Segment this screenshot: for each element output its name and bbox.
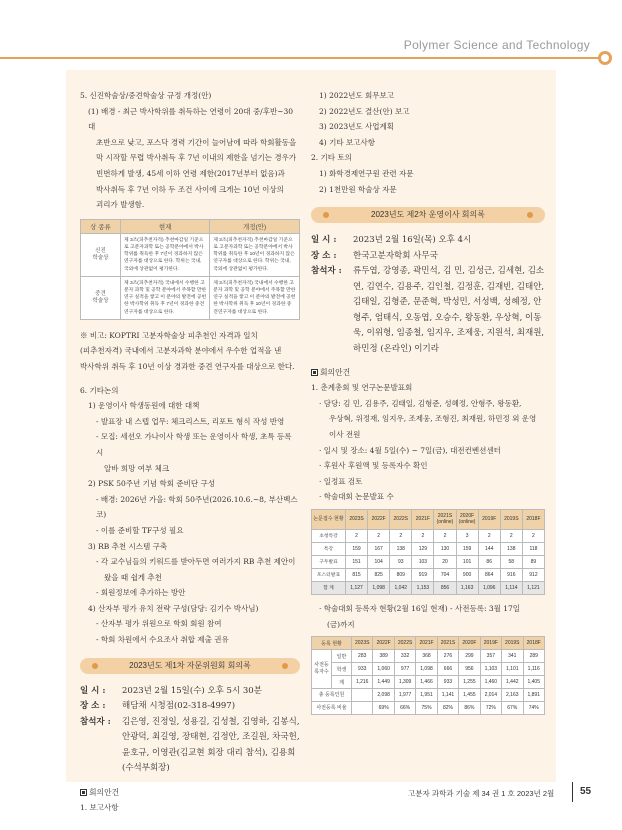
table-cell: 977 [394,663,415,676]
table-header: 2020F (online) [456,509,478,529]
journal-title: Polymer Science and Technology [403,38,590,52]
info-label: 참석자 : [80,716,111,727]
table-cell: 666 [437,663,458,676]
info-value: 한국고분자학회 사무국 [353,250,438,261]
list-item: - 배경: 2026년 가을: 학회 50주년(2026.10.6.~8, 부산벡스코) [96,494,298,520]
table-cell: 332 [394,650,415,663]
table-cell: 809 [390,568,412,581]
table-cell: 74% [523,702,545,715]
table-cell: 167 [368,542,390,555]
table-cell: 2,163 [502,689,523,702]
table-cell: 138 [390,542,412,555]
table-cell: 144 [478,542,500,555]
info-label: 일 시 : [311,235,337,246]
info-row [311,249,545,265]
table-header: 2019S [502,637,523,650]
table-cell: 2 [412,529,434,542]
list-item: - 학회 차원에서 수요조사 취합 제출 권유 [96,635,229,645]
table-header: 2021F [416,637,437,650]
table-row [312,650,545,663]
body-line: 괴리가 발생함. [96,200,145,210]
row-label: 합 계 [312,581,346,594]
table-cell: 864 [478,568,500,581]
table-row [81,233,300,276]
table-cell: 75% [416,702,437,715]
list-item: 3) RB 추천 시스템 구축 [88,541,168,551]
list-item: 2. 기타 토의 [311,153,352,163]
info-value: 2023년 2월 16일(목) 오후 4시 [353,235,472,246]
agenda-heading [311,365,545,380]
info-row [80,699,300,715]
list-item: - 각 교수님들의 키워드를 받아두면 여러가지 RB 추천 제안이 [96,557,296,567]
table-header: 2022F [368,509,390,529]
registration-table [311,636,545,715]
table-cell: 138 [500,542,522,555]
body-line: (1) 배경 - 최근 박사학위를 취득하는 연령이 20대 중/후반~30대 [88,106,294,132]
list-item: · 담당: 김 민, 김용주, 김태일, 김형준, 성혜정, 안형주, 왕동환, [319,398,522,408]
list-item: 2) 2022년도 결산(안) 보고 [319,106,410,116]
left-column [80,88,300,815]
table-cell: 933 [352,663,373,676]
table-header: 2018F [522,509,544,529]
row-label: 총 등록인원 [312,689,352,702]
table-cell: 919 [412,568,434,581]
table-cell: 299 [459,650,480,663]
row-label: 특강 [312,542,346,555]
info-label: 일 시 : [80,685,106,696]
section-6-title: 6. 기타논의 [80,385,119,395]
table-row [312,689,545,702]
info-value: 2023년 2월 15일(수) 오후 5시 30분 [122,685,262,696]
header-ring-ornament [598,51,612,65]
meeting-info [80,684,300,777]
table-cell: 20 [434,555,456,568]
table-cell: 129 [412,542,434,555]
table-cell: 2 [434,529,456,542]
list-item: - 이를 준비할 TF구성 필요 [96,525,184,535]
table-row [312,529,545,542]
list-item: 우상혁, 위정재, 임지우, 조제웅, 조형진, 최재원, 하민정 외 운영 [329,414,537,424]
proposed-rule: 제 3조(피추천자격) 국내에서 수행한 고분자 과학 및 공학 분야에서 주목할 만한 연구 실적을 쌓고 이 분야의 발전에 공헌한 박사학위 취득 후 10년이 경과한 중견연구자를 대상으로 한다. [210,276,300,319]
row-label: 구두발표 [312,555,346,568]
table-cell: 66% [394,702,415,715]
meeting-title-bar [311,207,545,223]
table-cell: 1,977 [394,689,415,702]
table-row [312,702,545,715]
table-cell: 103 [412,555,434,568]
registration-note [311,601,545,632]
table-cell: 283 [352,650,373,663]
info-row [80,684,300,700]
list-item: 2) PSK 50주년 기념 학회 준비단 구성 [88,479,216,489]
table-cell: 815 [346,568,368,581]
footer-issue: 고분자 과학과 기술 제 34 권 1 호 2023년 2월 [408,789,555,798]
list-item: - 발표장 내 스텝 업무: 체크리스트, 리포트 형식 작성 반영 [96,416,285,426]
info-label: 장 소 : [311,250,337,261]
table-header: 2023S [346,509,368,529]
table-header: 2020F [459,637,480,650]
award-type: 신진 학술상 [81,233,121,276]
table-row [312,555,545,568]
list-item: 1. 춘계총회 및 연구논문발표회 [311,383,413,393]
section-5-title: 5. 신진학술상/중견학술상 규정 개정(안) [80,91,212,100]
table-cell: 86 [478,555,500,568]
table-row [312,663,545,676]
list-item: 4) 기타 보고사항 [319,137,375,147]
table-header: 2019F [478,509,500,529]
table-cell: 856 [434,581,456,594]
award-rule-table [80,219,300,320]
table-cell: 1,255 [459,676,480,689]
table-cell: 2 [478,529,500,542]
table-cell: 82% [437,702,458,715]
row-label: 사전등록 비율 [312,702,352,715]
table-cell: 1,891 [523,689,545,702]
table-corner: 등록 현황 [312,637,352,650]
list-item: 2) 1천만원 학술상 자문 [319,184,397,194]
table-cell: 1,127 [346,581,368,594]
table-cell: 1,141 [437,689,458,702]
table-header: 2023S [352,637,373,650]
table-cell: 916 [500,568,522,581]
table-cell: 1,103 [480,663,501,676]
list-item: · 학술대회 논문발표 수 [319,492,394,502]
list-item: · 후원사 후원액 및 등록자수 확인 [319,461,428,471]
list-item: - 모집: 세션오 가나이사 학생 또는 운영이사 학생, 초특 등록 시 [96,432,292,457]
header-rule [0,57,612,59]
table-cell: 58 [500,555,522,568]
table-header: 2019S [500,509,522,529]
table-row [81,276,300,319]
agenda-first-item: 1. 보고사항 [80,802,119,812]
note-line: 박사학위 취득 후 10년 이상 경과한 중견 연구자를 대상으로 한다. [80,361,295,371]
section-6-body [80,398,300,648]
note-line: (금)까지 [327,619,355,629]
bar-dot-right [527,212,533,218]
info-label: 참석자 : [311,266,342,277]
table-cell: 89 [522,555,544,568]
table-cell: 86% [459,702,480,715]
table-cell: 1,309 [394,676,415,689]
paper-submission-table [311,509,545,595]
note-line: (피추천자격) 국내에서 고분자과학 분야에서 우수한 업적을 낸 [80,346,282,356]
table-header: 2021S (online) [434,509,456,529]
table-cell: 276 [437,650,458,663]
table-cell: 368 [416,650,437,663]
table-header: 개정(안) [210,219,300,233]
table-cell: 2 [346,529,368,542]
table-cell: 67% [502,702,523,715]
list-item: · 일정표 검토 [319,476,363,486]
table-header: 상 종류 [81,219,121,233]
group-label: 사전등록자수 [312,650,332,689]
table-header: 2022S [394,637,415,650]
row-label: 포스터발표 [312,568,346,581]
table-row [312,568,545,581]
meeting-title-bar [80,658,300,674]
table-cell: 2 [390,529,412,542]
table-cell: 2 [522,529,544,542]
table-cell: 2,014 [480,689,501,702]
table-cell: 1,216 [352,676,373,689]
table-header: 현재 [121,219,210,233]
table-cell: 1,121 [522,581,544,594]
table-cell: 2 [368,529,390,542]
proposed-rule: 제 3조(피추천자격) 추천마감일 기준으로 고분자과학 또는 공학분야에서 박사학위를 취득한 후 10년이 경과하지 않은 연구자를 대상으로 한다. 학위는 국내, 국외에 상관없이 평가한다. [210,233,300,276]
info-row [311,264,545,357]
table-cell: 1,096 [478,581,500,594]
list-item: 왔을 때 쉽게 추천 [104,572,162,582]
meeting-title: 2023년도 제2차 운영이사 회의록 [371,210,485,220]
table-cell [352,702,373,715]
body-line: 박사취득 후 7년 이하 두 조건 사이에 크게는 10년 이상의 [96,184,284,194]
agenda-list [311,380,545,505]
award-type: 중견 학술상 [81,276,121,319]
page-number: 55 [580,786,592,797]
table-cell: 1,442 [502,676,523,689]
table-row [312,581,545,594]
agenda-title: 회의안건 [320,368,351,378]
info-label: 장 소 : [80,701,106,712]
square-bullet-icon [80,789,87,796]
table-header: 2021S [437,637,458,650]
table-cell: 912 [522,568,544,581]
table-cell: 101 [456,555,478,568]
table-cell: 3 [456,529,478,542]
table-cell: 1,466 [416,676,437,689]
bar-dot-right [282,663,288,669]
info-value: 류두엽, 강영종, 곽민석, 김 민, 김성근, 김세현, 김소연, 김연수, 김용주, 김인철, 김정훈, 김재빈, 김태안, 김태일, 김형준, 문준혁, 박성민, 서성백, 성혜정, 안형주, 엄태식, 오동엽, 오승수, 왕동환, 우상혁, 이동욱, 이위형, 임종철, 임지우, 조제웅, 지원석, 최재원, 하민정 (온라인) 이기라 [353,266,545,354]
list-item: 이사 전원 [329,429,361,439]
table-cell: 1,060 [373,663,394,676]
table-header: 2022F [373,637,394,650]
row-label: 초청특강 [312,529,346,542]
table-cell: 72% [480,702,501,715]
list-item: 1) 운영이사 학생동원에 대한 대책 [88,401,200,411]
section-5-body [80,104,300,213]
table-cell: 289 [523,650,545,663]
body-line: 막 시작할 무렵 박사취득 후 7년 이내의 제한을 넘기는 경우가 [96,153,297,163]
agenda-title: 회의안건 [89,787,120,797]
table-cell: 1,405 [523,676,545,689]
note-block [80,328,300,375]
table-cell: 704 [434,568,456,581]
table-cell: 93 [390,555,412,568]
bar-dot-left [92,663,98,669]
table-cell: 1,449 [373,676,394,689]
current-rule: 제 3조(피추천자격) 추천마감일 기준으로 고분자과학 또는 공학분야에서 박사학위를 취득한 후 7년이 경과하지 않은 연구자를 대상으로 한다. 학위는 국내, 국외에 상관없이 평가한다. [121,233,210,276]
row-label: 계 [332,676,352,689]
report-list [311,88,545,197]
body-line: 빈번하게 발생, 45세 이하 연령 제한(2017년부터 없음)과 [96,168,285,178]
table-header: 2021F [412,509,434,529]
table-cell: 341 [502,650,523,663]
table-cell: 1,101 [502,663,523,676]
table-cell: 1,455 [459,689,480,702]
table-row [312,542,545,555]
list-item: 알바 희망 여부 체크 [104,463,170,473]
table-cell: 104 [368,555,390,568]
row-label: 일반 [332,650,352,663]
table-cell: 357 [480,650,501,663]
table-cell: 1,098 [416,663,437,676]
info-value: 해담채 시청점(02-318-4997) [122,701,236,712]
list-item: - 산자부 평가 위원으로 학회 회원 참여 [96,619,222,629]
list-item: 1) 화학경제연구원 관련 자문 [319,168,414,178]
meeting-info [311,233,545,357]
table-cell: 1,116 [523,663,545,676]
square-bullet-icon [311,369,318,376]
table-cell: 2 [500,529,522,542]
table-corner: 논문접수 현황 [312,509,346,529]
list-item: · 일시 및 장소: 4월 5일(수) ~ 7일(금), 대전컨벤션센터 [319,445,501,455]
table-cell: 900 [456,568,478,581]
meeting-title: 2023년도 제1차 자문위원회 회의록 [129,660,251,670]
info-value: 김은영, 진정일, 성용길, 김성철, 김영하, 김봉식, 안광덕, 최길영, 장태현, 김정안, 조길원, 차국헌, 윤호규, 이영관(김교현 회장 대리 참석), 김용희(수석부회장) [122,716,300,774]
table-cell: 159 [346,542,368,555]
list-item: 4) 산자부 평가 유치 전략 구성(담당: 김기수 박사님) [88,603,259,613]
table-header: 2019F [480,637,501,650]
table-cell: 1,098 [368,581,390,594]
table-cell: 956 [459,663,480,676]
table-cell [352,689,373,702]
table-cell: 69% [373,702,394,715]
list-item: 1) 2022년도 회무보고 [319,91,395,100]
table-cell: 151 [346,555,368,568]
table-cell: 1,153 [412,581,434,594]
table-cell: 933 [437,676,458,689]
note-line: · 학술대회 등록자 현황(2월 16일 현재) - 사전등록: 3월 17일 [319,603,521,613]
footer-separator [572,782,573,802]
table-cell: 2,098 [373,689,394,702]
table-cell: 1,460 [480,676,501,689]
right-column [311,88,545,715]
info-row [80,715,300,777]
table-cell: 1,163 [456,581,478,594]
body-line: 초반으로 낮고, 포스닥 경력 기간이 늘어남에 따라 학회활동을 [96,137,297,147]
note-line: ※ 비고: KOPTRI 고분자학술상 피추천인 자격과 일치 [80,330,258,340]
table-cell: 118 [522,542,544,555]
agenda-heading [80,785,300,800]
table-cell: 1,951 [416,689,437,702]
bar-dot-left [323,212,329,218]
list-item: - 회원정보에 추가하는 방안 [96,588,186,598]
list-item: 3) 2023년도 사업계획 [319,122,395,132]
current-rule: 제 3조(피추천자격) 국내에서 수행한 고분자 과학 및 공학 분야에서 주목할 만한 연구 실적을 쌓고 이 분야의 발전에 공헌한 박사학위 취득 후 7년이 경과한 중견연구자를 대상으로 한다. [121,276,210,319]
table-row [312,676,545,689]
table-cell: 1,042 [390,581,412,594]
table-cell: 825 [368,568,390,581]
table-cell: 159 [456,542,478,555]
info-row [311,233,545,249]
table-header: 2018F [523,637,545,650]
table-cell: 1,114 [500,581,522,594]
table-header: 2022S [390,509,412,529]
table-cell: 130 [434,542,456,555]
row-label: 학생 [332,663,352,676]
table-cell: 389 [373,650,394,663]
